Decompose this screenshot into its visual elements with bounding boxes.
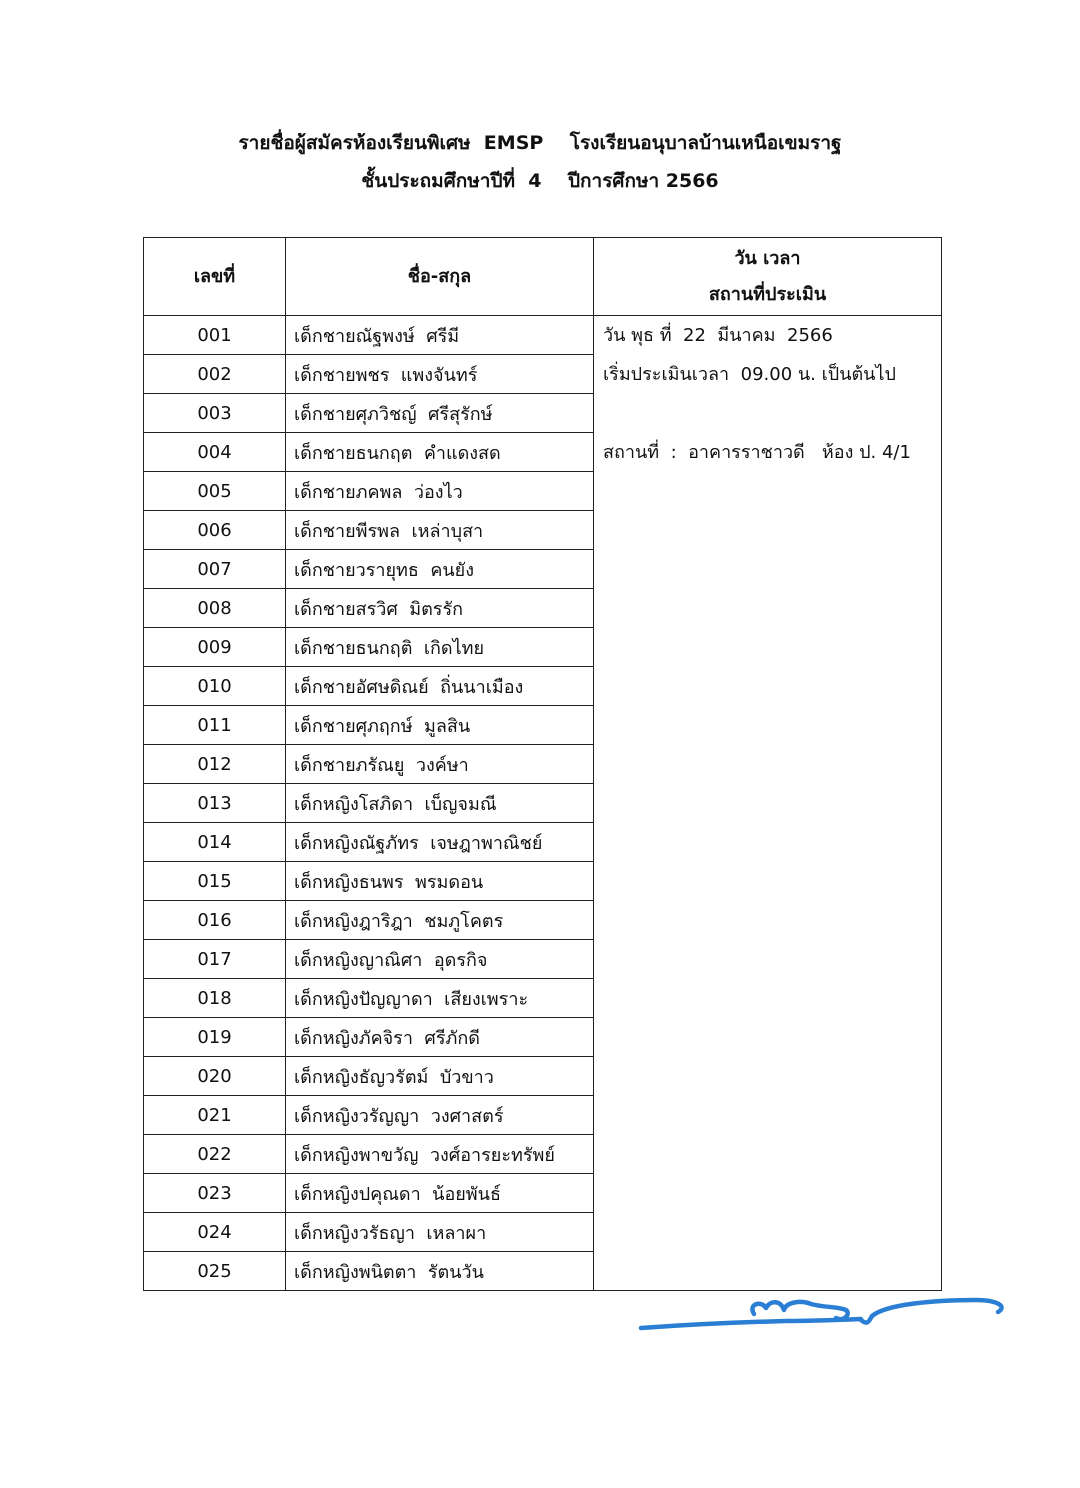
- row-name: เด็กหญิงธัญวรัตม์ บัวขาว: [286, 1057, 594, 1096]
- row-name: เด็กหญิงพาขวัญ วงศ์อารยะทรัพย์: [286, 1135, 594, 1174]
- row-name: เด็กชายพีรพล เหล่าบุสา: [286, 511, 594, 550]
- row-number: 001: [144, 316, 286, 355]
- row-name: เด็กหญิงวรัธญา เหลาผา: [286, 1213, 594, 1252]
- row-number: 004: [144, 433, 286, 472]
- row-name: เด็กชายสรวิศ มิตรรัก: [286, 589, 594, 628]
- row-number: 016: [144, 901, 286, 940]
- row-number: 009: [144, 628, 286, 667]
- row-name: เด็กหญิงธนพร พรมดอน: [286, 862, 594, 901]
- row-number: 008: [144, 589, 286, 628]
- assessment-date: วัน พุธ ที่ 22 มีนาคม 2566: [603, 325, 833, 346]
- row-name: เด็กหญิงปคุณดา น้อยพันธ์: [286, 1174, 594, 1213]
- row-number: 017: [144, 940, 286, 979]
- assessment-venue: สถานที่ : อาคารราชาวดี ห้อง ป. 4/1: [603, 442, 911, 463]
- row-name: เด็กชายณัฐพงษ์ ศรีมี: [286, 316, 594, 355]
- document-subtitle: ชั้นประถมศึกษาปีที่ 4 ปีการศึกษา 2566: [361, 170, 719, 192]
- row-number: 021: [144, 1096, 286, 1135]
- row-number: 014: [144, 823, 286, 862]
- header-venue: สถานที่ประเมิน: [708, 283, 827, 305]
- row-name: เด็กหญิงฎาริฎา ชมภูโคตร: [286, 901, 594, 940]
- row-name: เด็กหญิงพนิตตา รัตนวัน: [286, 1252, 594, 1291]
- row-name: เด็กชายภคพล ว่องไว: [286, 472, 594, 511]
- row-number: 022: [144, 1135, 286, 1174]
- row-name: เด็กหญิงณัฐภัทร เจษฎาพาณิชย์: [286, 823, 594, 862]
- signature-scribble: [636, 1292, 1006, 1337]
- applicant-table: [143, 237, 942, 1291]
- row-number: 025: [144, 1252, 286, 1291]
- table-header-row: [144, 238, 942, 316]
- row-number: 010: [144, 667, 286, 706]
- spacer: [594, 394, 941, 433]
- row-name: เด็กชายศุภวิชญ์ ศรีสุรักษ์: [286, 394, 594, 433]
- row-number: 002: [144, 355, 286, 394]
- row-number: 013: [144, 784, 286, 823]
- header-datetime: วัน เวลา: [734, 247, 801, 269]
- table-row: [144, 316, 942, 355]
- row-name: เด็กหญิงญาณิศา อุดรกิจ: [286, 940, 594, 979]
- row-number: 018: [144, 979, 286, 1018]
- row-name: เด็กชายธนกฤต คำแดงสด: [286, 433, 594, 472]
- row-name: เด็กหญิงปัญญาดา เสียงเพราะ: [286, 979, 594, 1018]
- assessment-time: เริ่มประเมินเวลา 09.00 น. เป็นต้นไป: [603, 364, 896, 385]
- row-number: 020: [144, 1057, 286, 1096]
- row-name: เด็กชายธนกฤติ เกิดไทย: [286, 628, 594, 667]
- row-number: 015: [144, 862, 286, 901]
- row-name: เด็กหญิงภัคจิรา ศรีภักดี: [286, 1018, 594, 1057]
- row-number: 011: [144, 706, 286, 745]
- assessment-info: [594, 316, 942, 1291]
- row-name: เด็กชายอัศษดิณย์ ถิ่นนาเมือง: [286, 667, 594, 706]
- row-name: เด็กหญิงโสภิดา เบ็ญจมณี: [286, 784, 594, 823]
- row-number: 012: [144, 745, 286, 784]
- row-number: 007: [144, 550, 286, 589]
- document-title: รายชื่อผู้สมัครห้องเรียนพิเศษ EMSP โรงเรียนอนุบาลบ้านเหนือเขมราฐ: [238, 132, 842, 154]
- header-number: เลขที่: [144, 238, 286, 316]
- row-name: เด็กชายภรัณยู วงค์ษา: [286, 745, 594, 784]
- row-number: 006: [144, 511, 286, 550]
- header-name: ชื่อ-สกุล: [286, 238, 594, 316]
- row-number: 019: [144, 1018, 286, 1057]
- row-name: เด็กชายวรายุทธ คนยัง: [286, 550, 594, 589]
- signature-stroke: [641, 1300, 1002, 1328]
- header-datetime-venue: [594, 238, 942, 316]
- row-name: เด็กชายพชร แพงจันทร์: [286, 355, 594, 394]
- row-number: 024: [144, 1213, 286, 1252]
- row-number: 003: [144, 394, 286, 433]
- row-number: 005: [144, 472, 286, 511]
- row-name: เด็กชายศุภฤกษ์ มูลสิน: [286, 706, 594, 745]
- row-number: 023: [144, 1174, 286, 1213]
- row-name: เด็กหญิงวรัญญา วงศาสตร์: [286, 1096, 594, 1135]
